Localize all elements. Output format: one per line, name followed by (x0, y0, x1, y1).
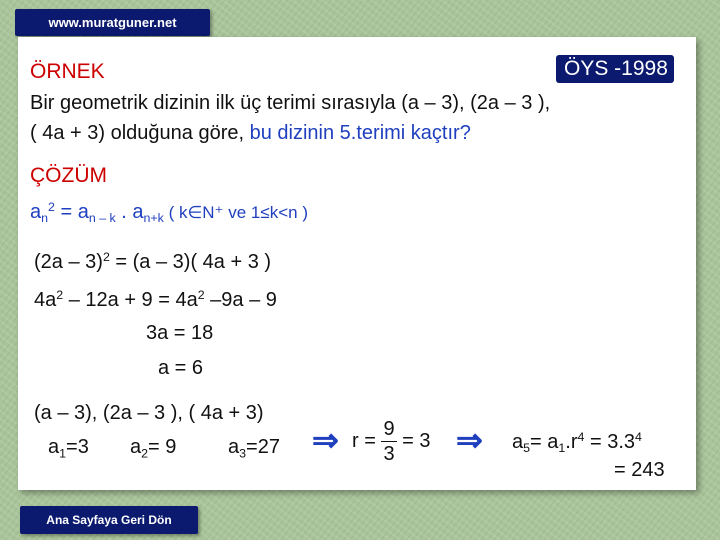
step2-part-1: 4a (34, 288, 57, 311)
ratio-result: = 3 (402, 429, 431, 452)
formula-condition: ( k∈N⁺ ve 1≤k<n ) (163, 202, 308, 222)
step2-square-1: 2 (56, 288, 64, 302)
a5-equals-a: = a (530, 430, 559, 453)
formula-a3: a (132, 200, 144, 223)
solution-step-2 (34, 288, 277, 312)
formula-sub-n: n (41, 211, 49, 226)
term-a1-value: =3 (66, 436, 89, 458)
formula-square: 2 (48, 200, 55, 214)
problem-line-1: Bir geometrik dizinin ilk üç terimi sırasıyla (a – 3), (2a – 3 ), (30, 92, 551, 114)
step2-part-2: – 12a + 9 = 4a (63, 288, 198, 311)
ratio-equals: = (364, 429, 376, 452)
problem-question: bu dizinin 5.terimi kaçtır? (249, 122, 471, 144)
solution-step-3: 3a = 18 (146, 322, 214, 344)
formula-equals: = (54, 200, 78, 223)
step1-right: = (a – 3)( 4a + 3 ) (109, 250, 272, 273)
term-a1 (48, 436, 89, 460)
formula-a: a (30, 200, 42, 223)
formula-sub-n-minus-k: n – k (88, 211, 116, 226)
terms-expression: (a – 3), (2a – 3 ), ( 4a + 3) (34, 402, 264, 424)
formula-a2: a (77, 200, 89, 223)
r-exponent: 4 (577, 430, 585, 444)
formula-sub-n-plus-k: n+k (143, 211, 164, 226)
ratio-r: r (352, 429, 359, 452)
step1-left: (2a – 3) (34, 250, 103, 273)
formula-dot: . (115, 200, 133, 223)
term-a2-index: 2 (141, 446, 149, 461)
geometric-mean-formula (30, 200, 308, 225)
solution-heading: ÇÖZÜM (30, 164, 107, 187)
term-a3-base: a (228, 436, 240, 458)
implies-arrow-icon: ⇒ (456, 422, 483, 458)
step2-square-2: 2 (197, 288, 205, 302)
final-answer: = 243 (614, 459, 665, 481)
term-a1-index: 1 (59, 446, 67, 461)
problem-line-2-text: ( 4a + 3) olduğuna göre, (30, 122, 250, 144)
ratio-denominator: 3 (383, 443, 395, 465)
fifth-term-formula (512, 430, 642, 455)
a1-index: 1 (558, 441, 566, 456)
a5-index: 5 (523, 441, 531, 456)
rhs-exponent: 4 (635, 430, 642, 444)
problem-line-2 (30, 122, 471, 145)
back-to-home-button[interactable]: Ana Sayfaya Geri Dön (20, 506, 198, 534)
ratio-numerator: 9 (383, 418, 395, 440)
term-a3 (228, 436, 280, 460)
term-a1-base: a (48, 436, 60, 458)
ratio-fraction (381, 417, 396, 466)
term-a2-base: a (130, 436, 142, 458)
term-a2-value: = 9 (148, 436, 177, 458)
exam-year-badge: ÖYS -1998 (556, 55, 674, 83)
implies-arrow-icon: ⇒ (312, 422, 339, 458)
solution-step-1 (34, 250, 271, 274)
step2-part-3: –9a – 9 (204, 288, 277, 311)
site-url-badge: www.muratguner.net (15, 9, 210, 36)
a5-base: a (512, 430, 524, 453)
r-part: .r (565, 430, 578, 453)
example-heading: ÖRNEK (30, 60, 105, 83)
term-a2 (130, 436, 176, 460)
rhs-part: = 3.3 (584, 430, 636, 453)
term-a3-index: 3 (239, 446, 247, 461)
ratio-expression (352, 417, 431, 466)
step1-square: 2 (102, 250, 110, 264)
solution-step-4: a = 6 (158, 357, 204, 379)
term-a3-value: =27 (246, 436, 280, 458)
